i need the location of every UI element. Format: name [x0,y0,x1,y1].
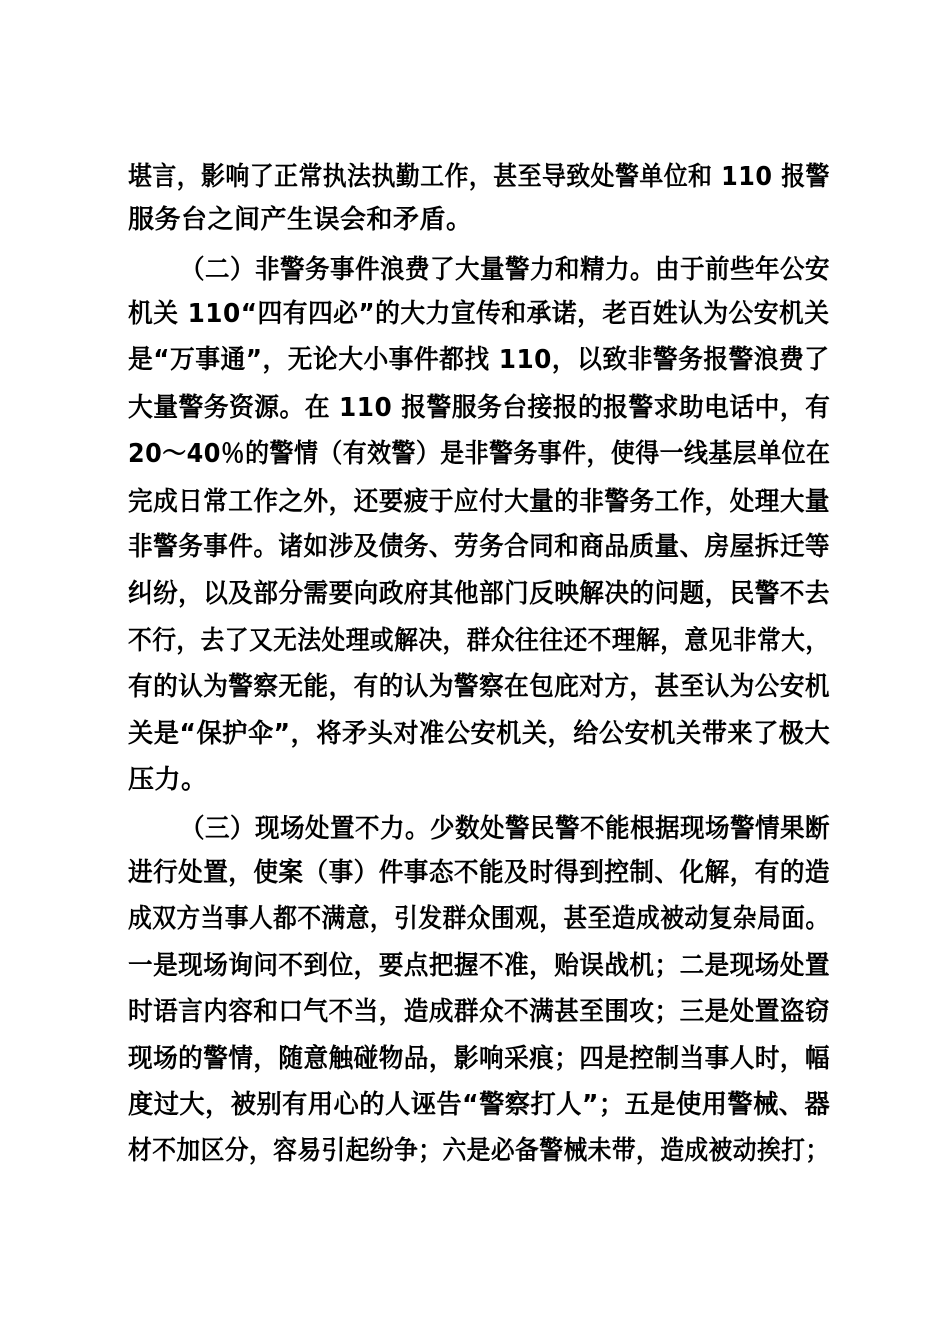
text-line: 一是现场询问不到位，要点把握不准，贻误战机；二是现场处置 [128,951,831,981]
text-line: 压力。 [128,765,208,795]
text-line: 大量警务资源。在 110 报警服务台接报的报警求助电话中，有 [128,393,831,423]
text-line: 非警务事件。诸如涉及债务、劳务合同和商品质量、房屋拆迁等 [128,532,831,562]
text-line: 成双方当事人都不满意，引发群众围观，甚至造成被动复杂局面。 [128,904,830,934]
paragraph-3-heading-line: （三）现场处置不力。少数处警民警不能根据现场警情果断 [180,814,831,844]
text-line: 材不加区分，容易引起纷争；六是必备警械未带，造成被动挨打； [128,1136,830,1166]
text-line: 进行处置，使案（事）件事态不能及时得到控制、化解，有的造 [128,858,831,888]
text-line: 度过大，被别有用心的人诬告“警察打人”；五是使用警械、器 [128,1090,831,1120]
text-line: 关是“保护伞”，将矛头对准公安机关，给公安机关带来了极大 [128,719,831,749]
text-line: 有的认为警察无能，有的认为警察在包庇对方，甚至认为公安机 [128,672,831,702]
text-line: 完成日常工作之外，还要疲于应付大量的非警务工作，处理大量 [128,487,831,517]
text-line: 堪言，影响了正常执法执勤工作，甚至导致处警单位和 110 报警 [128,162,830,192]
text-line: 20～40％的警情（有效警）是非警务事件，使得一线基层单位在 [128,439,831,469]
text-line: 纠纷，以及部分需要向政府其他部门反映解决的问题，民警不去 [128,579,831,609]
text-line: 是“万事通”，无论大小事件都找 110，以致非警务报警浪费了 [128,345,830,375]
paragraph-2-heading-line: （二）非警务事件浪费了大量警力和精力。由于前些年公安 [180,255,831,285]
text-line: 服务台之间产生误会和矛盾。 [128,205,473,235]
text-line: 时语言内容和口气不当，造成群众不满甚至围攻；三是处置盗窃 [128,997,831,1027]
text-line: 机关 110“四有四必”的大力宣传和承诺，老百姓认为公安机关 [128,299,830,329]
text-line: 现场的警情，随意触碰物品，影响采痕；四是控制当事人时，幅 [128,1044,831,1074]
text-line: 不行，去了又无法处理或解决，群众往往还不理解，意见非常大， [128,626,830,656]
